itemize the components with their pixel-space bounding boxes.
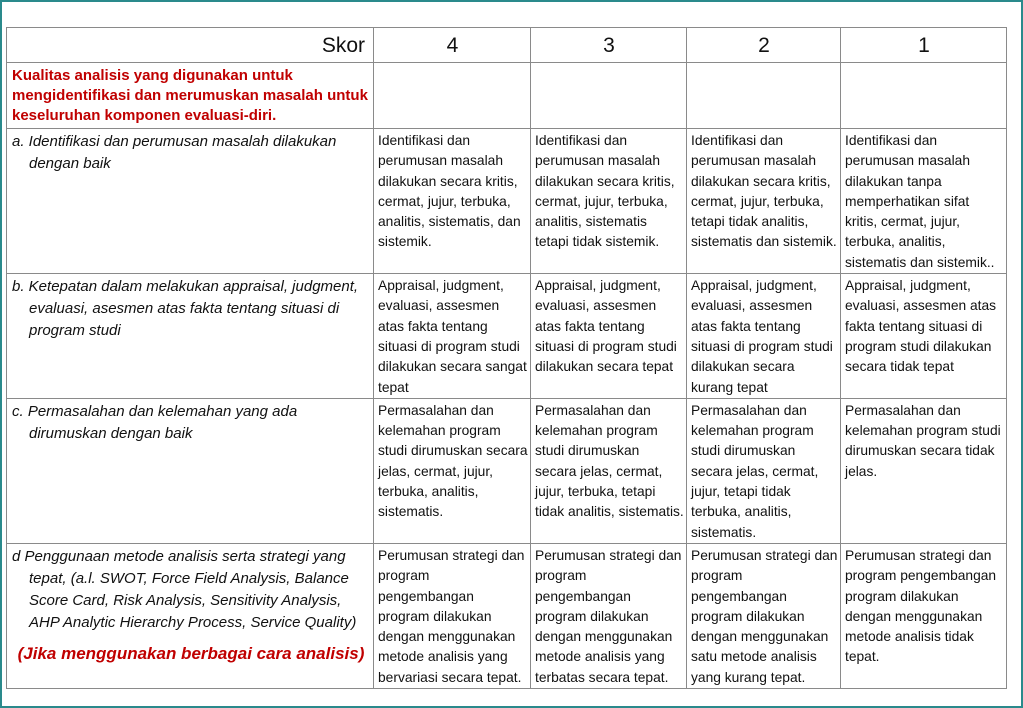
score-cell: Perumusan strategi dan program pengembangan program dilakukan dengan menggunakan satu metode analisis yang kurang tepat.	[687, 543, 841, 688]
empty-cell	[687, 63, 841, 129]
score-cell: Perumusan strategi dan program pengembangan program dilakukan dengan menggunakan metode analisis yang bervariasi secara tepat.	[374, 543, 531, 688]
table-row	[7, 274, 1007, 399]
item-text: b. Ketepatan dalam melakukan appraisal, judgment, evaluasi, asesmen atas fakta tentang situasi di program studi	[12, 278, 359, 340]
score-1-header: 1	[841, 28, 1007, 63]
score-cell: Appraisal, judgment, evaluasi, assesmen atas fakta tentang situasi di program studi dilakukan secara sangat tepat	[374, 274, 531, 399]
item-text: c. Permasalahan dan kelemahan yang ada dirumuskan dengan baik	[12, 402, 298, 442]
score-cell: Permasalahan dan kelemahan program studi dirumuskan secara jelas, cermat, jujur, tetapi tidak terbuka, analitis, sistematis.	[687, 398, 841, 543]
rubric-table	[6, 27, 1007, 689]
score-cell: Perumusan strategi dan program pengembangan program dilakukan dengan menggunakan metode analisis yang terbatas secara tepat.	[531, 543, 687, 688]
skor-header: Skor	[7, 28, 374, 63]
score-3-header: 3	[531, 28, 687, 63]
score-2-header: 2	[687, 28, 841, 63]
criterion-title: Kualitas analisis yang digunakan untuk mengidentifikasi dan merumuskan masalah untuk keseluruhan komponen evaluasi-diri.	[7, 63, 374, 129]
item-label	[7, 398, 374, 543]
table-row	[7, 398, 1007, 543]
score-cell: Appraisal, judgment, evaluasi, assesmen atas fakta tentang situasi di program studi dilakukan secara tidak tepat	[841, 274, 1007, 399]
item-label	[7, 274, 374, 399]
score-4-header: 4	[374, 28, 531, 63]
score-cell: Permasalahan dan kelemahan program studi dirumuskan secara jelas, cermat, jujur, terbuka, analitis, sistematis.	[374, 398, 531, 543]
item-text: a. Identifikasi dan perumusan masalah dilakukan dengan baik	[12, 133, 337, 172]
header-row	[7, 28, 1007, 63]
score-cell: Identifikasi dan perumusan masalah dilakukan tanpa memperhatikan sifat kritis, cermat, jujur, terbuka, analitis, sistematis dan sistemik..	[841, 129, 1007, 274]
score-cell: Permasalahan dan kelemahan program studi dirumuskan secara jelas, cermat, jujur, terbuka, tetapi tidak analitis, sistematis.	[531, 398, 687, 543]
table-row	[7, 129, 1007, 274]
score-cell: Identifikasi dan perumusan masalah dilakukan secara kritis, cermat, jujur, terbuka, analitis, sistematis tetapi tidak sistemik.	[531, 129, 687, 274]
empty-cell	[374, 63, 531, 129]
table-row	[7, 543, 1007, 688]
item-label	[7, 543, 374, 688]
empty-cell	[841, 63, 1007, 129]
score-cell: Perumusan strategi dan program pengembangan program dilakukan dengan menggunakan metode analisis tidak tepat.	[841, 543, 1007, 688]
item-label	[7, 129, 374, 274]
score-cell: Permasalahan dan kelemahan program studi dirumuskan secara tidak jelas.	[841, 398, 1007, 543]
score-cell: Appraisal, judgment, evaluasi, assesmen atas fakta tentang situasi di program studi dilakukan secara tepat	[531, 274, 687, 399]
item-text: d Penggunaan metode analisis serta strategi yang tepat, (a.l. SWOT, Force Field Analysis, Balance Score Card, Risk Analysis, Sensitivity Analysis, AHP Analytic Hierarchy Process, Service Quality)	[12, 547, 357, 631]
empty-cell	[531, 63, 687, 129]
criterion-row	[7, 63, 1007, 129]
score-cell: Identifikasi dan perumusan masalah dilakukan secara kritis, cermat, jujur, terbuka, analitis, sistematis, dan sistemik.	[374, 129, 531, 274]
score-cell: Appraisal, judgment, evaluasi, assesmen atas fakta tentang situasi di program studi dilakukan secara kurang tepat	[687, 274, 841, 399]
score-cell: Identifikasi dan perumusan masalah dilakukan secara kritis, cermat, jujur, terbuka, tetapi tidak analitis, sistematis dan sistemik.	[687, 129, 841, 274]
item-note: (Jika menggunakan berbagai cara analisis)	[17, 643, 365, 663]
